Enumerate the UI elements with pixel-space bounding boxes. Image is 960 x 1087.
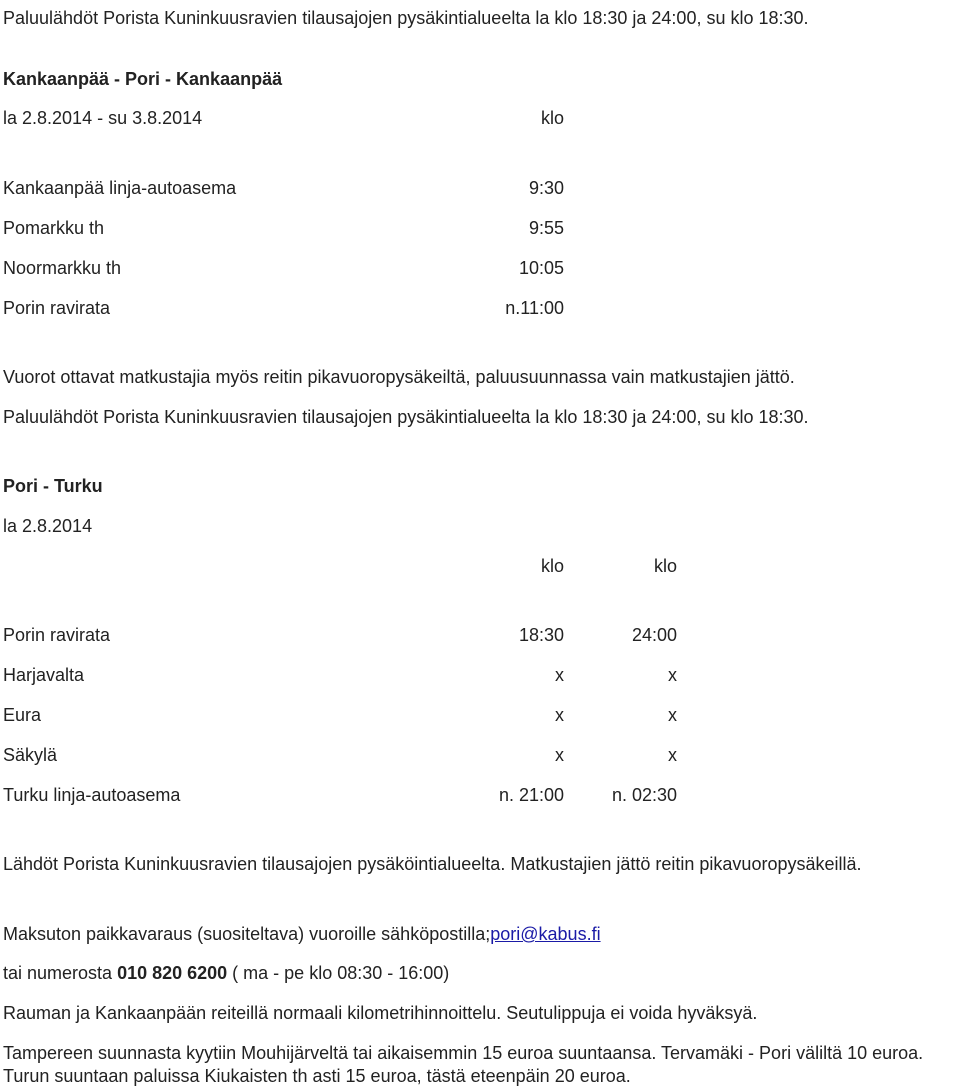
reservation-text: Maksuton paikkavaraus (suositeltava) vuoroille sähköpostilla;: [3, 924, 491, 944]
stop-time-1: x: [555, 665, 564, 685]
stop-name: Säkylä: [3, 745, 58, 765]
email-link[interactable]: pori@kabus.fi: [490, 924, 601, 944]
stop-time-1: x: [555, 705, 564, 725]
stop-time-1: n. 21:00: [498, 785, 564, 805]
stop-name: Pomarkku th: [3, 218, 105, 238]
phone-hours: ( ma - pe klo 08:30 - 16:00): [227, 963, 450, 983]
top-note: Paluulähdöt Porista Kuninkuusravien tilausajojen pysäkintialueelta la klo 18:30 ja 24:00, su klo 18:30.: [3, 8, 809, 28]
section1-date: la 2.8.2014 - su 3.8.2014: [3, 108, 203, 128]
stop-name: Noormarkku th: [3, 258, 122, 278]
stop-time: n.11:00: [505, 298, 564, 318]
stop-time-2: x: [668, 665, 677, 685]
stop-name: Porin ravirata: [3, 298, 111, 318]
stop-time-2: n. 02:30: [611, 785, 677, 805]
tampere-fare-note: Tampereen suunnasta kyytiin Mouhijärveltä tai aikaisemmin 15 euroa suuntaansa. Tervamäki - Pori väliltä 10 euroa.: [3, 1043, 924, 1063]
stop-name: Kankaanpää linja-autoasema: [3, 178, 237, 198]
stop-name: Harjavalta: [3, 665, 85, 685]
section1-col-header: klo: [540, 108, 564, 128]
reservation-line: [3, 923, 601, 945]
stop-time-2: x: [668, 705, 677, 725]
stop-name: Turku linja-autoasema: [3, 785, 181, 805]
section2-col-header-2: klo: [653, 556, 677, 576]
phone-line: [3, 962, 449, 984]
section2-title: Pori - Turku: [3, 476, 103, 496]
stop-name: Porin ravirata: [3, 625, 111, 645]
phone-number: 010 820 6200: [117, 963, 228, 983]
section2-date: la 2.8.2014: [3, 516, 93, 536]
stop-time: 9:30: [528, 178, 564, 198]
section1-note-return: Paluulähdöt Porista Kuninkuusravien tilausajojen pysäkintialueelta la klo 18:30 ja 24:00, su klo 18:30.: [3, 407, 809, 427]
stop-time-1: 18:30: [518, 625, 564, 645]
section2-col-header-1: klo: [540, 556, 564, 576]
phone-prefix: tai numerosta: [3, 963, 118, 983]
stop-time-2: 24:00: [631, 625, 677, 645]
pricing-note: Rauman ja Kankaanpään reiteillä normaali kilometrihinnoittelu. Seutulippuja ei voida hyväksyä.: [3, 1003, 758, 1023]
section2-note: Lähdöt Porista Kuninkuusravien tilausajojen pysäköintialueelta. Matkustajien jättö reitin pikavuoropysäkeillä.: [3, 854, 862, 874]
stop-name: Eura: [3, 705, 42, 725]
section1-title: Kankaanpää - Pori - Kankaanpää: [3, 69, 283, 89]
turku-fare-note: Turun suuntaan paluissa Kiukaisten th asti 15 euroa, tästä eteenpäin 20 euroa.: [3, 1066, 631, 1086]
stop-time-1: x: [555, 745, 564, 765]
stop-time: 9:55: [528, 218, 564, 238]
section1-note-pickup: Vuorot ottavat matkustajia myös reitin pikavuoropysäkeiltä, paluusuunnassa vain matkustajien jättö.: [3, 367, 795, 387]
stop-time: 10:05: [518, 258, 564, 278]
stop-time-2: x: [668, 745, 677, 765]
